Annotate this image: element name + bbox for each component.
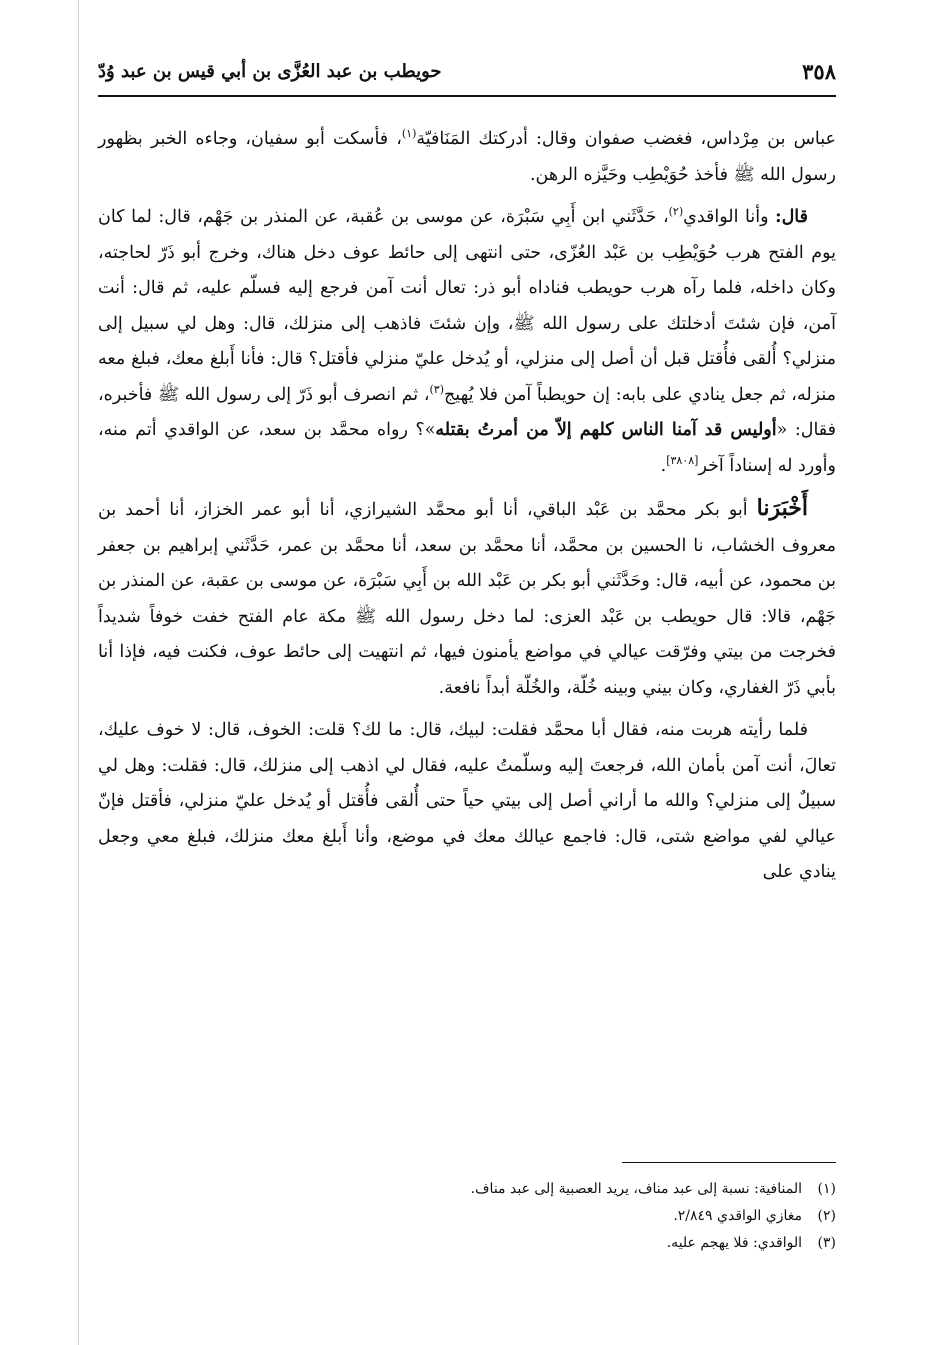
reference-number: [٣٨٠٨] — [666, 453, 699, 467]
body-text — [98, 122, 836, 898]
footnote-ref-3: (٣) — [429, 382, 444, 396]
paragraph-3-lead: أَخْبَرَنا — [756, 495, 808, 521]
paragraph-2-lead: قال: — [775, 207, 808, 227]
paragraph-2-end: . — [660, 455, 667, 476]
paragraph-1-text: عباس بن مِرْداس، فغضب صفوان وقال: أدركتك المَنَافيّة — [416, 129, 836, 149]
footnote-2-number: (٢) — [817, 1208, 836, 1224]
footnote-3-text: الواقدي: فلا يهجم عليه. — [666, 1235, 802, 1251]
page-edge-line — [78, 0, 79, 1345]
paragraph-2 — [98, 200, 836, 484]
running-title: حويطب بن عبد العُزَّى بن أبي قيس بن عبد وُدّ — [98, 61, 442, 82]
page-number: ٣٥٨ — [802, 59, 836, 84]
footnote-ref-1: (١) — [401, 127, 417, 141]
paragraph-4 — [98, 713, 836, 891]
footnote-3-number: (٣) — [817, 1235, 836, 1251]
footnote-1 — [98, 1176, 836, 1203]
running-head — [98, 55, 836, 97]
footnote-3 — [98, 1230, 836, 1257]
footnote-1-number: (١) — [817, 1181, 836, 1197]
footnote-ref-2: (٢) — [668, 205, 684, 219]
paragraph-3 — [98, 491, 836, 706]
paragraph-1 — [98, 122, 836, 193]
hadith-quote: أوليس قد آمنا الناس كلهم إلاّ من أمرتُ بقتله — [435, 420, 777, 440]
footnote-separator — [622, 1162, 836, 1163]
footnote-2 — [98, 1203, 836, 1230]
footnote-1-text: المنافية: نسبة إلى عبد مناف، يريد العصبية إلى عبد مناف. — [470, 1181, 802, 1197]
paragraph-2-after2: ، ثم انصرف أبو ذَرّ إلى رسول الله ﷺ فأخبره، فقال: « — [98, 384, 837, 440]
footnote-2-text: مغازي الواقدي ٢/٨٤٩. — [673, 1208, 802, 1224]
paragraph-2-after3: »؟ رواه محمَّد بن سعد، عن الواقدي أتم منه، وأورد له إسناداً آخر — [98, 420, 836, 476]
footnotes — [98, 1176, 836, 1257]
paragraph-2-after: ، حَدَّثَني ابن أَبِي سَبْرَة، عن موسى بن عُقبة، عن المنذر بن جَهْم، قال: لما كان يوم الفتح هرب حُوَيْطِب بن عَبْد العُزّى، حتى انتهى إلى حائط عوف دخل هناك، وخرج أبو ذَرّ لحاجته، وكان داخله، فلما رآه هرب حويطب فناداه أبو ذر: تعال أنت آمن فرجع إليه فسلّم عليه، ثم قال: أنت آمن، فإن شئتَ أدخلتك على رسول الله ﷺ، وإن شئتَ فاذهب إلى منزلك، قال: وهل لي سبيل إلى منزلي؟ أُلقى فأُقتل قبل أن أصل إلى منزلي، أو يُدخل عليّ منزلي فأقتل؟ قال: فأنا أَبلغ معك، فبلغ معه منزله، ثم جعل ينادي على بابه: إن حويطباً آمن فلا يُهيج — [98, 207, 836, 405]
paragraph-3-text: أبو بكر محمَّد بن عَبْد الباقي، أنا أبو محمَّد الشيرازي، أنا أبو عمر الخزاز، أنا أحمد بن معروف الخشاب، نا الحسين بن محمَّد، أنا محمَّد بن سعد، أنا محمَّد بن عمر، حَدَّثَني إبراهيم بن جعفر بن محمود، عن أبيه، قال: وحَدَّثَني أبو بكر بن عَبْد الله بن أَبِي سَبْرَة، عن موسى بن عقبة، عن المنذر بن جَهْم، قالا: قال حويطب بن عَبْد العزى: لما دخل رسول الله ﷺ مكة عام الفتح خفت خوفاً شديداً فخرجت من بيتي وفرّقت عيالي في مواضع يأمنون فيها، ثم انتهيت إلى حائط عوف، فكنت فيه، فإذا أنا بأبي ذَرّ الغفاري، وكان بيني وبينه خُلّة، والخُلّة أبداً نافعة. — [98, 500, 836, 698]
paragraph-2-text: وأنا الواقدي — [683, 207, 776, 227]
paragraph-4-text: فلما رأيته هربت منه، فقال أبا محمَّد فقلت: لبيك، قال: ما لك؟ قلت: الخوف، قال: لا خوف عليك، تعالَ، أنت آمن بأمان الله، فرجعتَ إليه وسلّمتُ عليه، فقال لي اذهب إلى منزلك، قال: فقلت: وهل لي سبيلٌ إلى منزلي؟ والله ما أراني أصل إلى بيتي حياً حتى أُلقى فأُقتل أو يُدخل عليّ منزلي، فأقتل فإنّ عيالي لفي مواضع شتى، قال: فاجمع عيالك معك في موضع، وأنا أَبلغ معك منزلك، فبلغ معي وجعل ينادي على — [98, 720, 836, 882]
paragraph-1-after: ، فأسكت أبو سفيان، وجاءه الخبر بظهور رسول الله ﷺ فأخذ حُوَيْطِب وحَيَّزه الرهن. — [98, 129, 836, 185]
